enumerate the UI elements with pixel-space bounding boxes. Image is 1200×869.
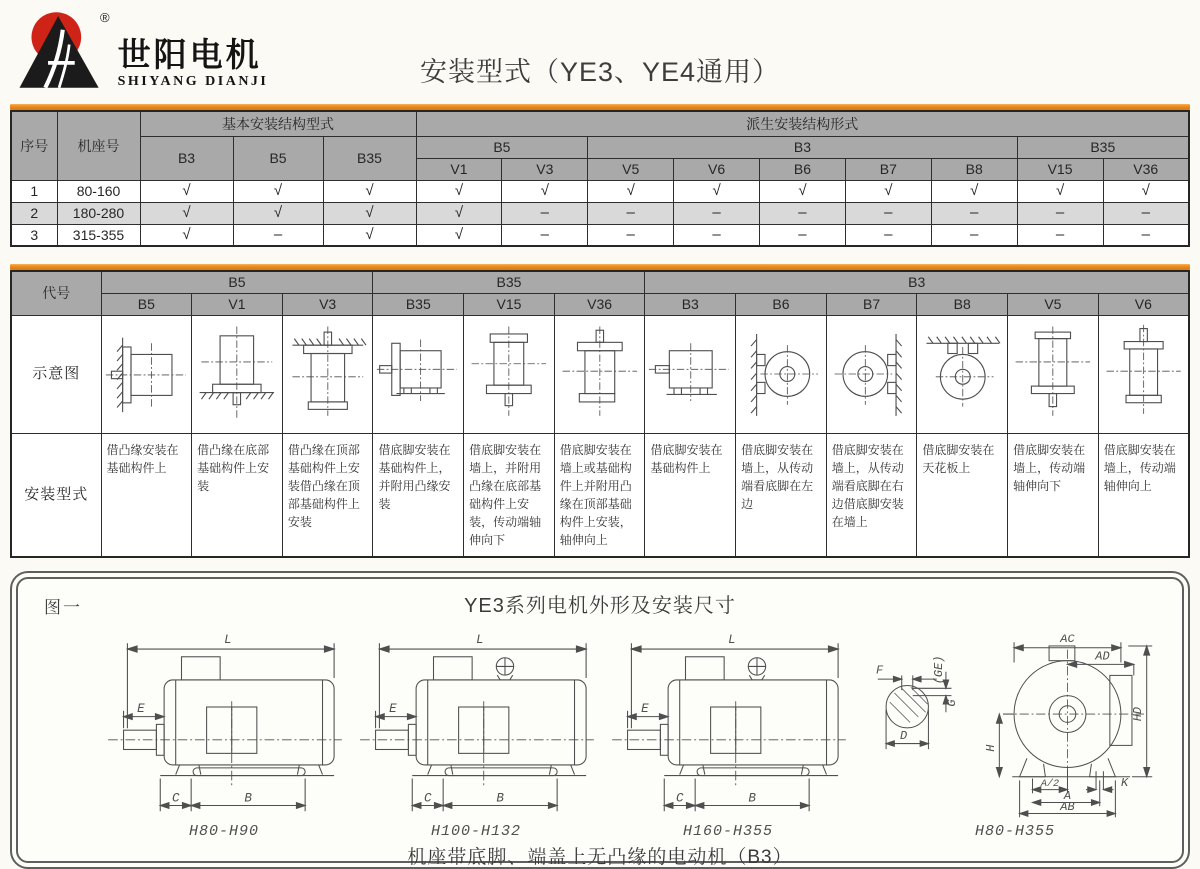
availability-cell: – bbox=[588, 202, 674, 224]
availability-cell: √ bbox=[674, 180, 760, 202]
diagram-cell-v36 bbox=[554, 315, 645, 433]
availability-cell: √ bbox=[140, 224, 233, 246]
brand-name-cn: 世阳电机 bbox=[117, 36, 262, 73]
dim-label-ad: AD bbox=[1095, 649, 1110, 664]
group-header-basic: 基本安装结构型式 bbox=[140, 111, 416, 136]
group-header-derived: 派生安装结构形式 bbox=[416, 111, 1189, 136]
availability-cell: √ bbox=[140, 202, 233, 224]
availability-cell: – bbox=[760, 202, 846, 224]
diagram-cell-b3 bbox=[645, 315, 736, 433]
diagram-cell-b35 bbox=[373, 315, 464, 433]
dim-label-b: B bbox=[496, 791, 504, 806]
motor-wall-shaft-up-icon bbox=[1101, 318, 1186, 430]
col-header-v3: V3 bbox=[502, 158, 588, 180]
code-header-b35: B35 bbox=[373, 293, 464, 315]
mounting-table-section bbox=[10, 264, 1190, 558]
motor-feet-wall-left-icon bbox=[738, 318, 824, 430]
col-header-v6: V6 bbox=[674, 158, 760, 180]
motor-wall-flange-top-icon bbox=[557, 318, 643, 430]
availability-cell: √ bbox=[931, 180, 1017, 202]
mounting-table bbox=[10, 270, 1190, 558]
dimension-drawings bbox=[18, 618, 1182, 840]
dim-label-e: E bbox=[137, 701, 145, 716]
col-header-b3: B3 bbox=[140, 136, 233, 180]
table-row bbox=[11, 180, 1189, 202]
code-header-v1: V1 bbox=[192, 293, 283, 315]
row-header-type: 安装型式 bbox=[11, 433, 101, 557]
availability-table-section bbox=[10, 104, 1190, 247]
motor-wall-shaft-down-icon bbox=[1010, 318, 1096, 430]
brand-name-en: SHIYANG DIANJI bbox=[117, 74, 269, 89]
availability-cell: – bbox=[502, 202, 588, 224]
availability-cell: – bbox=[845, 202, 931, 224]
drawing-name: H80-H355 bbox=[974, 822, 1055, 840]
motor-side-view-icon bbox=[350, 622, 602, 820]
group-header-b5: B5 bbox=[101, 271, 373, 293]
dim-label-ab: AB bbox=[1060, 799, 1075, 814]
availability-cell: √ bbox=[1103, 180, 1189, 202]
drawing-h100-h132 bbox=[350, 622, 602, 840]
mounting-desc-v1: 借凸缘在底部基础构件上安装 bbox=[192, 433, 283, 557]
code-header-v15: V15 bbox=[464, 293, 555, 315]
diagram-cell-v3 bbox=[282, 315, 373, 433]
availability-cell: – bbox=[674, 224, 760, 246]
mounting-desc-b7: 借底脚安装在墙上，从传动端看底脚在右边借底脚安装在墙上 bbox=[826, 433, 917, 557]
subgroup-header-b3: B3 bbox=[588, 136, 1017, 158]
frame-cell: 180-280 bbox=[57, 202, 140, 224]
frame-cell: 315-355 bbox=[57, 224, 140, 246]
availability-cell: √ bbox=[416, 202, 502, 224]
seq-cell: 2 bbox=[11, 202, 57, 224]
dim-label-ac: AC bbox=[1060, 631, 1075, 646]
frame-cell: 80-160 bbox=[57, 180, 140, 202]
availability-cell: – bbox=[502, 224, 588, 246]
drawing-h160-h355 bbox=[602, 622, 854, 840]
availability-cell: – bbox=[760, 224, 846, 246]
dim-label-l: L bbox=[476, 632, 484, 647]
dim-label-a: A bbox=[1063, 788, 1072, 803]
dim-label-l: L bbox=[224, 632, 232, 647]
table-row bbox=[11, 224, 1189, 246]
group-header-b3: B3 bbox=[645, 271, 1189, 293]
mounting-desc-b8: 借底脚安装在天花板上 bbox=[917, 433, 1008, 557]
mounting-desc-v3: 借凸缘在顶部基础构件上安装借凸缘在顶部基础构件上安装 bbox=[282, 433, 373, 557]
registered-trademark: ® bbox=[100, 10, 110, 25]
shiyang-logo-icon bbox=[14, 4, 106, 96]
drawing-h80-h355 bbox=[854, 622, 1176, 840]
subgroup-header-b5: B5 bbox=[416, 136, 588, 158]
diagram-cell-v5 bbox=[1008, 315, 1099, 433]
code-header-v3: V3 bbox=[282, 293, 373, 315]
availability-cell: √ bbox=[502, 180, 588, 202]
figure-caption: 机座带底脚、端盖上无凸缘的电动机（B3） bbox=[407, 846, 793, 868]
availability-cell: – bbox=[931, 224, 1017, 246]
col-header-v36: V36 bbox=[1103, 158, 1189, 180]
col-header-v5: V5 bbox=[588, 158, 674, 180]
availability-cell: √ bbox=[1017, 180, 1103, 202]
row-header-code: 代号 bbox=[11, 271, 101, 315]
motor-side-view-icon bbox=[602, 622, 854, 820]
availability-cell: √ bbox=[323, 180, 416, 202]
code-header-b6: B6 bbox=[736, 293, 827, 315]
availability-cell: √ bbox=[760, 180, 846, 202]
mounting-desc-v6: 借底脚安装在墙上，传动端轴伸向上 bbox=[1098, 433, 1189, 557]
motor-front-view-icon bbox=[854, 622, 1176, 820]
availability-cell: – bbox=[1017, 202, 1103, 224]
diagram-cell-b6 bbox=[736, 315, 827, 433]
dim-label-e: E bbox=[641, 701, 649, 716]
availability-cell: √ bbox=[845, 180, 931, 202]
dim-label-h: H bbox=[983, 744, 998, 752]
dim-label-e: E bbox=[389, 701, 397, 716]
dim-label-g: G bbox=[945, 698, 960, 707]
mounting-desc-v5: 借底脚安装在墙上，传动端轴伸向下 bbox=[1008, 433, 1099, 557]
motor-flange-on-wall-icon bbox=[104, 318, 190, 430]
brand-logo bbox=[14, 4, 268, 96]
figure-label: 图一 bbox=[44, 597, 82, 617]
mounting-desc-v36: 借底脚安装在墙上或基础构件上并附用凸缘在顶部基础构件上安装，轴伸向上 bbox=[554, 433, 645, 557]
col-header-v1: V1 bbox=[416, 158, 502, 180]
subgroup-header-b35: B35 bbox=[1017, 136, 1189, 158]
availability-cell: √ bbox=[416, 224, 502, 246]
motor-wall-flange-bottom-icon bbox=[466, 318, 552, 430]
motor-feet-ceiling-icon bbox=[919, 318, 1005, 430]
dim-label-f: F bbox=[876, 663, 884, 678]
availability-cell: √ bbox=[140, 180, 233, 202]
drawing-name: H100-H132 bbox=[430, 822, 521, 840]
availability-cell: √ bbox=[233, 180, 323, 202]
col-header-v15: V15 bbox=[1017, 158, 1103, 180]
availability-cell: – bbox=[931, 202, 1017, 224]
diagram-cell-v6 bbox=[1098, 315, 1189, 433]
availability-cell: √ bbox=[588, 180, 674, 202]
dim-label-c: C bbox=[171, 791, 180, 806]
figure-title: YE3系列电机外形及安装尺寸 bbox=[464, 594, 736, 617]
availability-cell: √ bbox=[233, 202, 323, 224]
diagram-cell-b5 bbox=[101, 315, 192, 433]
dim-label-k: K bbox=[1120, 775, 1129, 790]
col-header-b5: B5 bbox=[233, 136, 323, 180]
diagram-cell-b7 bbox=[826, 315, 917, 433]
seq-cell: 1 bbox=[11, 180, 57, 202]
availability-cell: – bbox=[233, 224, 323, 246]
availability-cell: – bbox=[674, 202, 760, 224]
code-header-v5: V5 bbox=[1008, 293, 1099, 315]
dim-label-l: L bbox=[728, 632, 736, 647]
code-header-v36: V36 bbox=[554, 293, 645, 315]
row-header-diagram: 示意图 bbox=[11, 315, 101, 433]
availability-cell: – bbox=[1103, 202, 1189, 224]
page-header bbox=[0, 0, 1200, 100]
availability-cell: – bbox=[588, 224, 674, 246]
availability-cell: √ bbox=[323, 224, 416, 246]
motor-flange-top-shaft-up-icon bbox=[285, 318, 371, 430]
availability-cell: – bbox=[1017, 224, 1103, 246]
mounting-desc-b6: 借底脚安装在墙上，从传动端看底脚在左边 bbox=[736, 433, 827, 557]
col-header-b35: B35 bbox=[323, 136, 416, 180]
group-header-b35: B35 bbox=[373, 271, 645, 293]
drawing-name: H80-H90 bbox=[188, 822, 259, 840]
diagram-cell-v15 bbox=[464, 315, 555, 433]
availability-table bbox=[10, 110, 1190, 247]
code-header-b7: B7 bbox=[826, 293, 917, 315]
dim-label-hd: HD bbox=[1131, 706, 1146, 721]
seq-cell: 3 bbox=[11, 224, 57, 246]
mounting-desc-b3: 借底脚安装在基础构件上 bbox=[645, 433, 736, 557]
col-header-b8: B8 bbox=[931, 158, 1017, 180]
dim-label-b: B bbox=[748, 791, 756, 806]
dim-label-c: C bbox=[675, 791, 684, 806]
code-header-v6: V6 bbox=[1098, 293, 1189, 315]
code-header-b8: B8 bbox=[917, 293, 1008, 315]
diagram-cell-v1 bbox=[192, 315, 283, 433]
drawing-name: H160-H355 bbox=[682, 822, 773, 840]
dim-label-b: B bbox=[244, 791, 252, 806]
motor-feet-on-floor-icon bbox=[647, 318, 733, 430]
dim-label-d: D bbox=[899, 728, 908, 743]
code-header-b5: B5 bbox=[101, 293, 192, 315]
motor-flange-bottom-shaft-down-icon bbox=[194, 318, 280, 430]
diagram-cell-b8 bbox=[917, 315, 1008, 433]
motor-feet-wall-right-icon bbox=[829, 318, 915, 430]
mounting-desc-b35: 借底脚安装在基础构件上，并附用凸缘安装 bbox=[373, 433, 464, 557]
availability-cell: – bbox=[845, 224, 931, 246]
mounting-desc-b5: 借凸缘安装在基础构件上 bbox=[101, 433, 192, 557]
availability-cell: √ bbox=[323, 202, 416, 224]
drawing-h80-h90 bbox=[98, 622, 350, 840]
availability-cell: – bbox=[1103, 224, 1189, 246]
dim-label-a-half: A/2 bbox=[1040, 778, 1060, 790]
motor-feet-and-flange-icon bbox=[375, 318, 461, 430]
col-header-seq: 序号 bbox=[11, 111, 57, 180]
col-header-b6: B6 bbox=[760, 158, 846, 180]
table-row bbox=[11, 202, 1189, 224]
page-title: 安装型式（YE3、YE4通用） bbox=[419, 57, 781, 87]
col-header-frame: 机座号 bbox=[57, 111, 140, 180]
code-header-b3: B3 bbox=[645, 293, 736, 315]
mounting-desc-v15: 借底脚安装在墙上，并附用凸缘在底部基础构件上安装，传动端轴伸向下 bbox=[464, 433, 555, 557]
motor-side-view-icon bbox=[98, 622, 350, 820]
figure-box bbox=[10, 571, 1190, 869]
col-header-b7: B7 bbox=[845, 158, 931, 180]
dim-label-c: C bbox=[423, 791, 432, 806]
dim-label-ge: (GE) bbox=[932, 655, 947, 684]
availability-cell: √ bbox=[416, 180, 502, 202]
